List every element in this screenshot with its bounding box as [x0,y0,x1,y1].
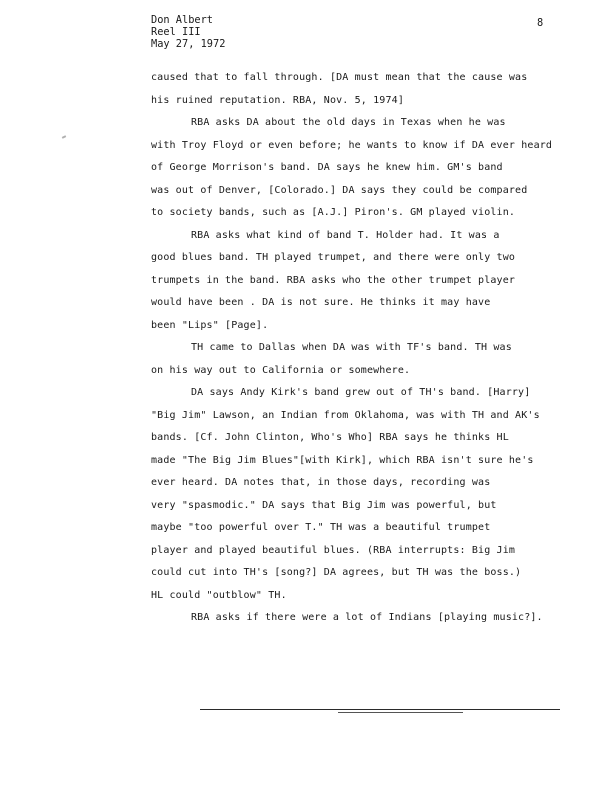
text-line: trumpets in the band. RBA asks who the other trumpet player [151,274,516,286]
interview-date: May 27, 1972 [151,38,226,50]
text-line: was out of Denver, [Colorado.] DA says they could be compared [151,184,528,196]
page-header [151,14,225,50]
text-line: RBA asks DA about the old days in Texas when he was [191,117,506,128]
text-line: could cut into TH's [song?] DA agrees, but TH was the boss.) [151,567,522,578]
footer-rule [200,709,560,710]
text-line: very "spasmodic." DA says that Big Jim was powerful, but [151,499,497,511]
reel-label: Reel III [151,26,201,38]
interviewee-name: Don Albert [151,14,213,26]
page-number: 8 [537,17,544,29]
text-line: bands. [Cf. John Clinton, Who's Who] RBA says he thinks HL [151,432,509,443]
text-line: DA says Andy Kirk's band grew out of TH's band. [Harry] [191,387,531,398]
text-line: TH came to Dallas when DA was with TF's band. TH was [191,342,512,353]
text-line: caused that to fall through. [DA must mean that the cause was [151,72,528,83]
text-line: made "The Big Jim Blues"[with Kirk], which RBA isn't sure he's [151,454,534,466]
text-line: his ruined reputation. RBA, Nov. 5, 1974] [151,94,404,106]
text-line: on his way out to California or somewhere. [151,364,411,376]
text-line: of George Morrison's band. DA says he knew him. GM's band [151,162,503,173]
text-line: been "Lips" [Page]. [151,319,269,331]
text-line: "Big Jim" Lawson, an Indian from Oklahoma, was with TH and AK's [151,409,540,421]
text-line: RBA asks if there were a lot of Indians [playing music?]. [191,612,543,623]
footer-rule-secondary [338,712,463,713]
text-line: ever heard. DA notes that, in those days, recording was [151,477,491,488]
text-line: good blues band. TH played trumpet, and there were only two [151,252,516,263]
text-line: to society bands, such as [A.J.] Piron's. GM played violin. [151,207,516,218]
text-line: with Troy Floyd or even before; he wants to know if DA ever heard [151,139,553,151]
text-line: HL could "outblow" TH. [151,589,287,601]
margin-speck [62,135,66,139]
text-line: would have been . DA is not sure. He thinks it may have [151,297,491,308]
text-line: maybe "too powerful over T." TH was a beautiful trumpet [151,522,491,533]
transcript-body [151,67,591,630]
text-line: RBA asks what kind of band T. Holder had. It was a [191,229,500,241]
text-line: player and played beautiful blues. (RBA interrupts: Big Jim [151,544,516,556]
